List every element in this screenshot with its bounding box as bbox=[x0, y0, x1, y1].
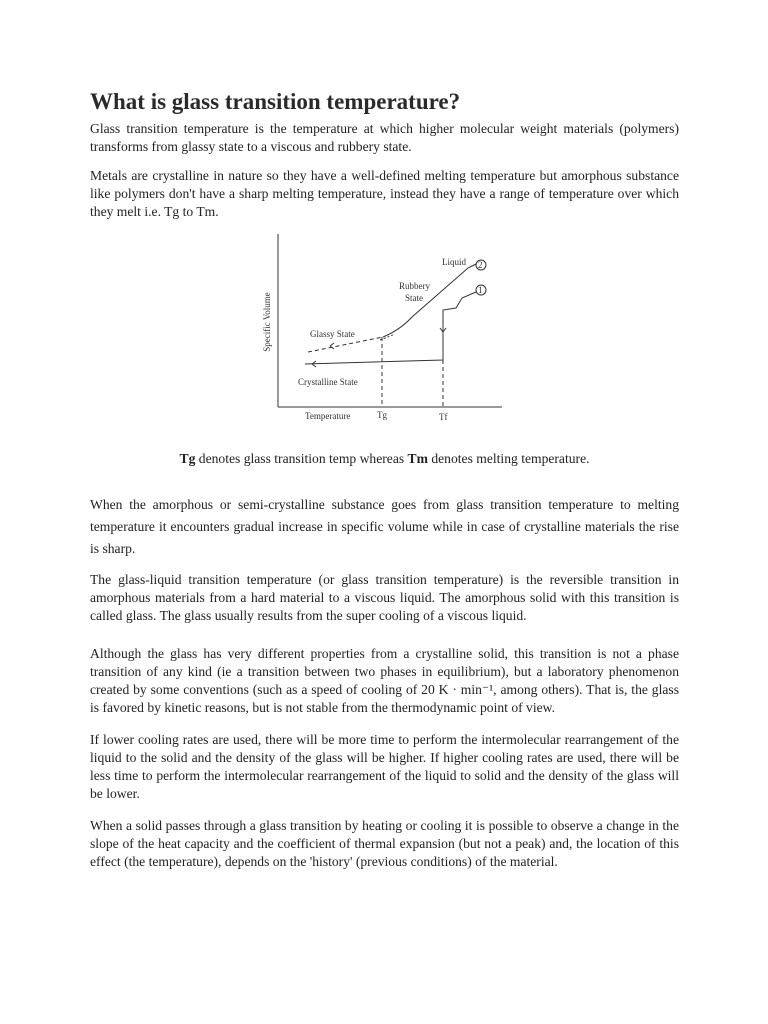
rubbery-label: Rubbery bbox=[399, 281, 430, 291]
glass-transition-diagram bbox=[90, 232, 679, 432]
crystalline-state-label: Crystalline State bbox=[298, 377, 358, 387]
caption-text: denotes glass transition temp whereas bbox=[195, 451, 408, 466]
paragraph: The glass-liquid transition temperature (or glass transition temperature) is the reversible transition in amorphous materials from a hard material to a viscous liquid. The amorphous solid with this transition is called glass. The glass usually results from the super cooling of a viscous liquid. bbox=[90, 572, 679, 623]
paragraph: Metals are crystalline in nature so they have a well-defined melting temperature but amorphous substance like polymers don't have a sharp melting temperature, instead they have a range of temperature over which they melt i.e. Tg to Tm. bbox=[90, 168, 679, 219]
circle-2-label: 2 bbox=[478, 260, 483, 270]
y-axis-label: Specific Volume bbox=[262, 292, 272, 352]
page-title: What is glass transition temperature? bbox=[90, 89, 461, 114]
liquid-curve-2 bbox=[383, 264, 476, 337]
paragraph: Although the glass has very different properties from a crystalline solid, this transition is not a phase transition of any kind (ie a transition between two phases in equilibrium), but a laboratory phenomenon created by some conventions (such as a speed of cooling of 20 K · min⁻¹, among others). That is, the glass is favored by kinetic reasons, but is not stable from the thermodynamic point of view. bbox=[90, 646, 679, 715]
glassy-state-label: Glassy State bbox=[310, 329, 355, 339]
paragraph: When a solid passes through a glass transition by heating or cooling it is possible to observe a change in the slope of the heat capacity and the coefficient of thermal expansion (but not a peak) and, the location of this effect (the temperature), depends on the 'history' (previous conditions) of the material. bbox=[90, 818, 679, 869]
circle-1-label: 1 bbox=[478, 285, 483, 295]
liquid-label: Liquid bbox=[442, 257, 466, 267]
x-axis-label: Temperature bbox=[305, 411, 351, 421]
caption-text: denotes melting temperature. bbox=[427, 451, 590, 466]
tf-label: Tf bbox=[439, 412, 448, 422]
paragraph: When the amorphous or semi-crystalline substance goes from glass transition temperature to melting temperature it encounters gradual increase in specific volume while in case of crystalline materials the rise is sharp. bbox=[90, 497, 679, 556]
state-label: State bbox=[405, 293, 423, 303]
paragraph: If lower cooling rates are used, there will be more time to perform the intermolecular rearrangement of the liquid to the solid and the density of the glass will be higher. If higher cooling rates are used, there will be less time to perform the intermolecular rearrangement of the liquid to solid and the density of the glass will be lower. bbox=[90, 732, 679, 801]
figure-caption bbox=[90, 450, 679, 468]
caption-bold: Tm bbox=[407, 451, 428, 466]
caption-bold: Tg bbox=[179, 451, 196, 466]
glassy-line bbox=[308, 337, 383, 352]
crystalline-curve-1 bbox=[305, 292, 476, 364]
tg-label: Tg bbox=[377, 410, 387, 420]
paragraph: Glass transition temperature is the temperature at which higher molecular weight materials (polymers) transforms from glassy state to a viscous and rubbery state. bbox=[90, 121, 679, 154]
